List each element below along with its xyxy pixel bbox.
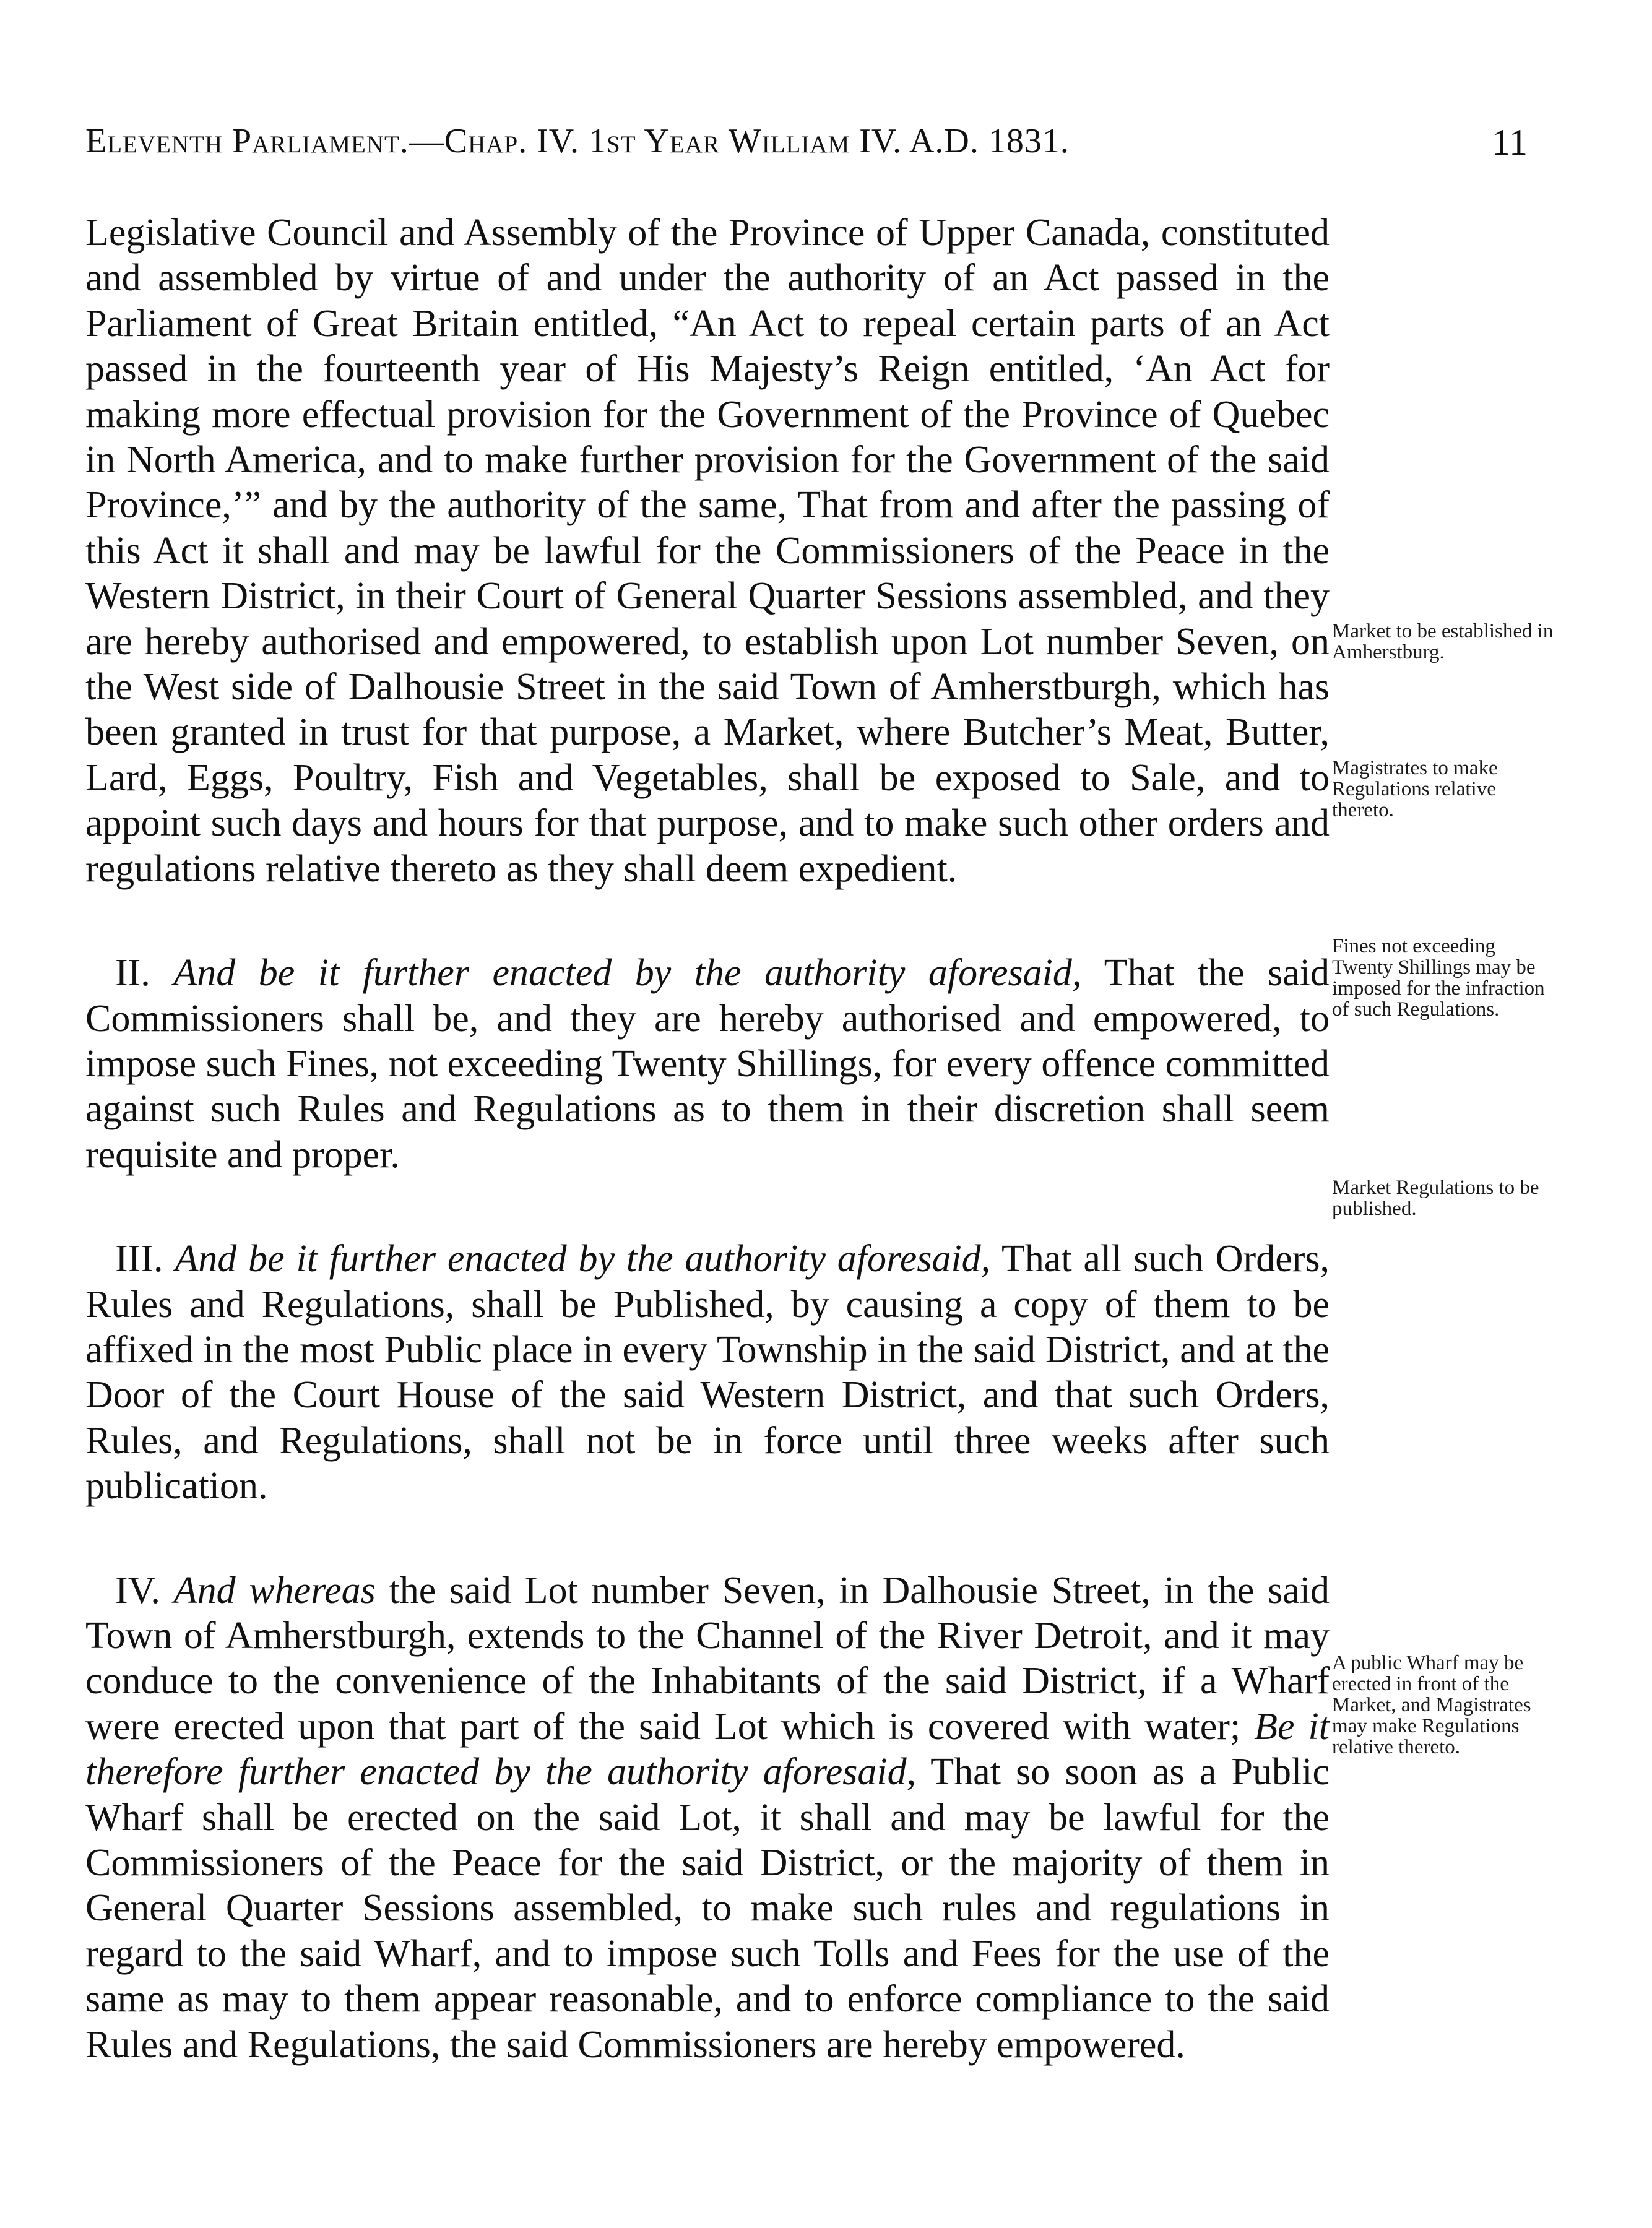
paragraph-1: [85, 210, 1330, 892]
paragraph-1-text: Legislative Council and Assembly of the Province of Upper Canada, constituted and assembled by virtue of and under the authority of an Act passed in the Parliament of Great Britain entitled, “An Act to repeal certain parts of an Act passed in the fourteenth year of His Majesty’s Reign entitled, ‘An Act for making more effectual provision for the Government of the Province of Quebec in North America, and to make further provision for the Government of the said Province,’” and by the authority of the same, That from and after the passing of this Act it shall and may be lawful for the Commissioners of the Peace in the Western District, in their Court of General Quarter Sessions assembled, and they are hereby authorised and empowered, to establish upon Lot number Seven, on the West side of Dalhousie Street in the said Town of Amherstburgh, which has been granted in trust for that purpose, a Market, where Butcher’s Meat, Butter, Lard, Eggs, Poultry, Fish and Vegetables, shall be exposed to Sale, and to appoint such days and hours for that purpose, and to make such other orders and regulations relative thereto as they shall deem expedient.: [85, 212, 1330, 890]
paragraph-2-text: That the said Commissioners shall be, and they are hereby authorised and empowered, to impose such Fines, not exceeding Twenty Shillings, for every offence committed against such Rules and Regulations as to them in their discretion shall seem requisite and proper.: [85, 952, 1330, 1176]
body-text: [85, 210, 1330, 2068]
section-number-3: III.: [115, 1238, 163, 1280]
margin-note-fines: Fines not exceeding Twenty Shillings may be imposed for the infraction of such Regulations.: [1332, 935, 1545, 1021]
paragraph-3: [85, 1237, 1330, 1509]
paragraph-4-text: That so soon as a Public Wharf shall be erected on the said Lot, it shall and may be lawful for the Commissioners of the Peace for the said District, or the majority of them in General Quarter Sessions assembled, to make such rules and regulations in regard to the said Wharf, and to impose such Tolls and Fees for the use of the same as may to them appear reasonable, and to enforce compliance to the said Rules and Regulations, the said Commissioners are hereby empowered.: [85, 1751, 1330, 2066]
margin-note-market: Market to be established in Amherstburg.: [1332, 620, 1554, 663]
paragraph-4-text-before: the said Lot number Seven, in Dalhousie Street, in the said Town of Amherstburgh, extends to the Channel of the River Detroit, and it may conduce to the convenience of the Inhabitants of the said District, if a Wharf were erected upon that part of the said Lot which is covered with water;: [85, 1569, 1330, 1748]
paragraph-3-text: That all such Orders, Rules and Regulations, shall be Published, by causing a copy of them to be affixed in the most Public place in every Township in the said District, and at the Door of the Court House of the said Western District, and that such Orders, Rules, and Regulations, shall not be in force until three weeks after such publication.: [85, 1238, 1330, 1508]
enacting-clause-3: And be it further enacted by the authority aforesaid,: [175, 1238, 991, 1280]
margin-note-wharf: A public Wharf may be erected in front of the Market, and Magistrates may make Regulations relative thereto.: [1332, 1652, 1531, 1758]
margin-note-magistrates: Magistrates to make Regulations relative thereto.: [1332, 757, 1498, 821]
enacting-clause-2: And be it further enacted by the authority aforesaid,: [173, 952, 1082, 995]
section-number-4: IV.: [115, 1569, 160, 1612]
running-head-title: Eleventh Parliament.—Chap. IV. 1st Year William IV. A.D. 1831.: [85, 122, 1070, 160]
enacting-clause-4b: Be it therefore further enacted by the authority aforesaid,: [85, 1705, 1330, 1794]
running-head: [85, 121, 1528, 171]
enacting-clause-4a: And whereas: [173, 1569, 376, 1612]
section-number-2: II.: [115, 952, 150, 995]
paragraph-4: [85, 1568, 1330, 2068]
paragraph-2: [85, 951, 1330, 1178]
page-number: 11: [1492, 122, 1528, 163]
margin-note-publication: Market Regulations to be published.: [1332, 1177, 1539, 1220]
